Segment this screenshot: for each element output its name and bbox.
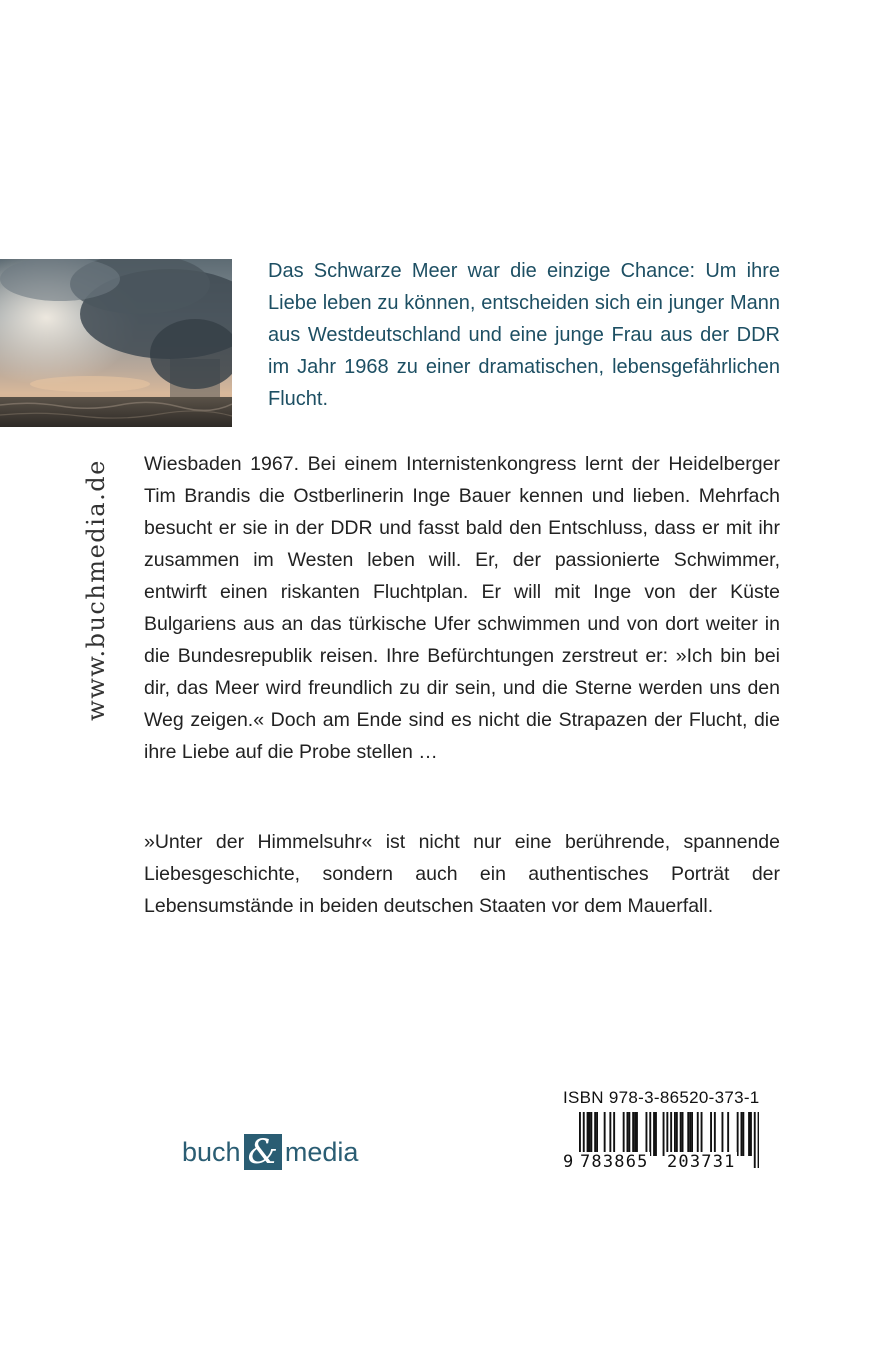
intro-paragraph: Das Schwarze Meer war die einzige Chance: Um ihre Liebe leben zu können, entscheiden sich ein junger Mann aus Westdeutschland und eine junge Frau aus der DDR im Jahr 1968 zu einer dramatischen, lebensgefährlichen Flucht. [268, 260, 780, 410]
isbn-label: ISBN 978-3-86520-373-1 [563, 1088, 760, 1107]
barcode-bar [697, 1112, 699, 1156]
barcode-bar [680, 1112, 682, 1156]
barcode-bar [689, 1112, 691, 1156]
logo-part-media: media [284, 1136, 359, 1167]
barcode-bar [653, 1112, 655, 1156]
barcode-bar [604, 1112, 606, 1156]
barcode-digit-group-1: 783865 [580, 1152, 649, 1172]
barcode-bar [596, 1112, 598, 1156]
stormy-sea-photo [0, 259, 232, 427]
barcode-bar [609, 1112, 611, 1156]
barcode-guard-bar [754, 1112, 756, 1168]
barcode-bar [682, 1112, 684, 1156]
barcode-bar [737, 1112, 739, 1156]
website-vertical [76, 455, 116, 725]
barcode-first-digit: 9 [563, 1152, 574, 1172]
barcode-bar [636, 1112, 638, 1156]
barcode-bar [627, 1112, 629, 1156]
barcode-bar [701, 1112, 703, 1156]
barcode-bar [674, 1112, 676, 1156]
barcode-bar [646, 1112, 648, 1156]
barcode-bar [632, 1112, 634, 1156]
barcode-bar [722, 1112, 724, 1156]
barcode-digit-group-2: 203731 [667, 1152, 736, 1172]
publisher-logo [182, 1132, 358, 1172]
barcode-bar [710, 1112, 712, 1156]
barcode-bar [587, 1112, 589, 1156]
barcode-bar [691, 1112, 693, 1156]
barcode-bar [727, 1112, 729, 1156]
logo-ampersand: & [244, 1134, 282, 1170]
barcode-bar [741, 1112, 743, 1156]
barcode-bar [748, 1112, 750, 1156]
barcode-bar [676, 1112, 678, 1156]
barcode-guard-bar [758, 1112, 759, 1168]
barcode-bar [634, 1112, 636, 1156]
logo-part-buch: buch [182, 1136, 241, 1167]
barcode-bar [628, 1112, 630, 1156]
barcode-bar [687, 1112, 689, 1156]
barcode-bar [613, 1112, 615, 1156]
barcode-bar [623, 1112, 625, 1156]
barcode-bar [589, 1112, 591, 1156]
barcode-bar [590, 1112, 592, 1156]
body-paragraph-2: »Unter der Himmelsuhr« ist nicht nur eine berührende, spannende Liebesgeschichte, sondern auch ein authentisches Porträt der Lebensumstände in beiden deutschen Staaten vor dem Mauerfall. [144, 831, 780, 917]
barcode-bar [714, 1112, 716, 1156]
barcode-bar [663, 1112, 665, 1156]
barcode-bar [655, 1112, 657, 1156]
body-paragraph-1: Wiesbaden 1967. Bei einem Internistenkongress lernt der Heidelberger Tim Brandis die Ostberlinerin Inge Bauer kennen und lieben. Mehrfach besucht er sie in der DDR und fasst bald den Entschluss, dass er mit ihr zusammen im Westen leben will. Er, der passionierte Schwimmer, entwirft einen riskanten Fluchtplan. Er will mit Inge von der Küste Bulgariens aus an das türkische Ufer schwimmen und von dort weiter in die Bundesrepublik reisen. Ihre Befürchtungen zerstreut er: »Ich bin bei dir, das Meer wird freundlich zu dir sein, und die Sterne werden uns den Weg zeigen.« Doch am Ende sind es nicht die Strapazen der Flucht, die ihre Liebe auf die Probe stellen … [144, 453, 780, 763]
barcode-bar [649, 1112, 651, 1156]
barcode-bar [750, 1112, 752, 1156]
barcode-bar [742, 1112, 744, 1156]
barcode-bar [594, 1112, 596, 1156]
website-text: www.buchmedia.de [82, 459, 110, 721]
